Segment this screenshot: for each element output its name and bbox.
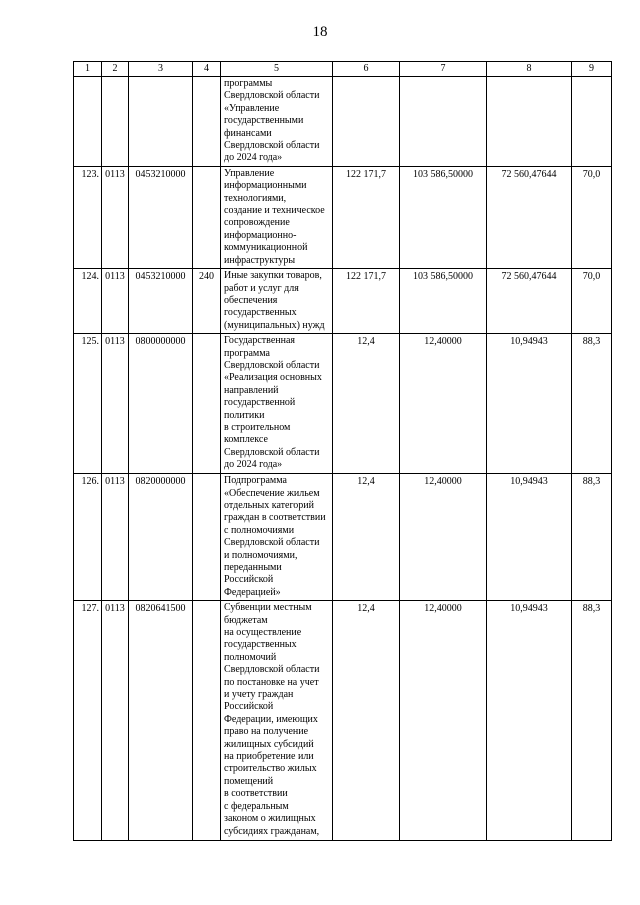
column-header: 9: [572, 62, 612, 77]
percent-value: 88,3: [572, 474, 612, 601]
column-header: 7: [400, 62, 487, 77]
approved-value: [400, 77, 487, 167]
column-header: 6: [333, 62, 400, 77]
expense-kind-code: [193, 166, 221, 268]
row-number: 125.: [74, 334, 102, 474]
table-row: [74, 166, 612, 268]
approved-value: 12,40000: [400, 601, 487, 841]
column-header: 3: [129, 62, 193, 77]
row-number: [74, 77, 102, 167]
percent-value: [572, 77, 612, 167]
table-row: [74, 334, 612, 474]
approved-value: 12,40000: [400, 474, 487, 601]
page-number: 18: [312, 24, 328, 40]
percent-value: 88,3: [572, 601, 612, 841]
item-name: Подпрограмма «Обеспечение жильем отдельных категорий граждан в соответствии с полномочиями Свердловской области и полномочиями, переданными Российской Федерацией»: [221, 474, 333, 601]
section-code: 0113: [102, 474, 129, 601]
target-article-code: 0820000000: [129, 474, 193, 601]
item-name: Иные закупки товаров, работ и услуг для обеспечения государственных (муниципальных) нужд: [221, 269, 333, 334]
plan-value: 12,4: [333, 601, 400, 841]
target-article-code: 0800000000: [129, 334, 193, 474]
item-name: Государственная программа Свердловской области «Реализация основных направлений государственной политики в строительном комплексе Свердловской области до 2024 года»: [221, 334, 333, 474]
column-number-row: [74, 62, 612, 77]
table-row: [74, 474, 612, 601]
row-number: 124.: [74, 269, 102, 334]
table-row: [74, 601, 612, 841]
approved-value: 103 586,50000: [400, 269, 487, 334]
expense-kind-code: 240: [193, 269, 221, 334]
target-article-code: 0453210000: [129, 166, 193, 268]
section-code: 0113: [102, 166, 129, 268]
column-header: 2: [102, 62, 129, 77]
section-code: 0113: [102, 269, 129, 334]
budget-table: [73, 61, 612, 841]
percent-value: 70,0: [572, 269, 612, 334]
expense-kind-code: [193, 601, 221, 841]
plan-value: 12,4: [333, 474, 400, 601]
executed-value: 10,94943: [487, 474, 572, 601]
executed-value: 10,94943: [487, 601, 572, 841]
item-name: Управление информационными технологиями, создание и техническое сопровождение информационно- коммуникационной инфраструктуры: [221, 166, 333, 268]
executed-value: 72 560,47644: [487, 166, 572, 268]
executed-value: 72 560,47644: [487, 269, 572, 334]
column-header: 1: [74, 62, 102, 77]
percent-value: 70,0: [572, 166, 612, 268]
plan-value: [333, 77, 400, 167]
column-header: 5: [221, 62, 333, 77]
section-code: 0113: [102, 601, 129, 841]
expense-kind-code: [193, 77, 221, 167]
percent-value: 88,3: [572, 334, 612, 474]
plan-value: 12,4: [333, 334, 400, 474]
row-number: 126.: [74, 474, 102, 601]
table-row: [74, 269, 612, 334]
expense-kind-code: [193, 474, 221, 601]
target-article-code: 0453210000: [129, 269, 193, 334]
plan-value: 122 171,7: [333, 166, 400, 268]
target-article-code: 0820641500: [129, 601, 193, 841]
plan-value: 122 171,7: [333, 269, 400, 334]
section-code: 0113: [102, 334, 129, 474]
executed-value: [487, 77, 572, 167]
column-header: 4: [193, 62, 221, 77]
row-number: 127.: [74, 601, 102, 841]
row-number: 123.: [74, 166, 102, 268]
approved-value: 103 586,50000: [400, 166, 487, 268]
target-article-code: [129, 77, 193, 167]
column-header: 8: [487, 62, 572, 77]
item-name: Субвенции местным бюджетам на осуществление государственных полномочий Свердловской области по постановке на учет и учету граждан Российской Федерации, имеющих право на получение жилищных субсидий на приобретение или строительство жилых помещений в соответствии с федеральным законом о жилищных субсидиях гражданам,: [221, 601, 333, 841]
expense-kind-code: [193, 334, 221, 474]
section-code: [102, 77, 129, 167]
item-name: программы Свердловской области «Управление государственными финансами Свердловской области до 2024 года»: [221, 77, 333, 167]
approved-value: 12,40000: [400, 334, 487, 474]
executed-value: 10,94943: [487, 334, 572, 474]
table-row: [74, 77, 612, 167]
